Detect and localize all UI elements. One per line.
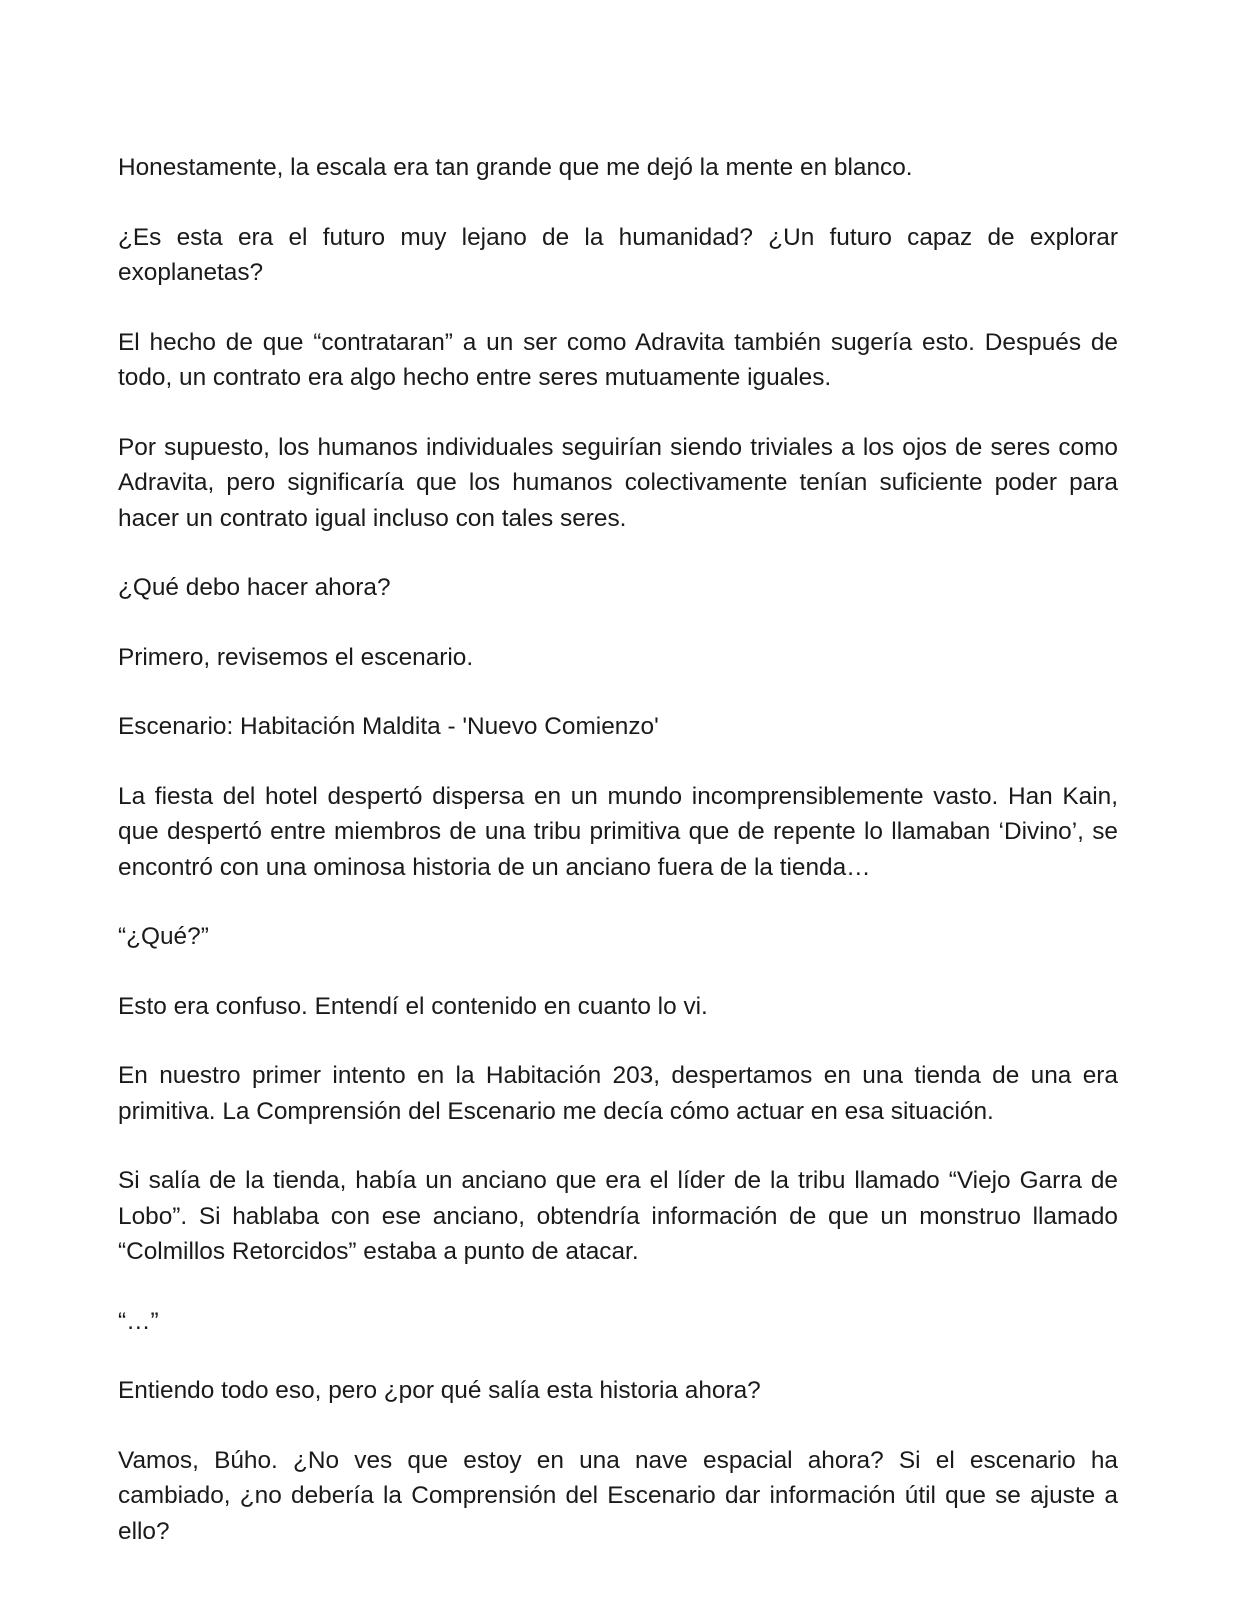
paragraph: Honestamente, la escala era tan grande que me dejó la mente en blanco. xyxy=(118,154,913,181)
paragraph: En nuestro primer intento en la Habitación 203, despertamos en una tienda de una era primitiva. La Comprensión del Escenario me decía cómo actuar en esa situación. xyxy=(118,1062,1118,1125)
document-page xyxy=(118,150,1118,1583)
paragraph: Vamos, Búho. ¿No ves que estoy en una nave espacial ahora? Si el escenario ha cambiado, ¿no debería la Comprensión del Escenario dar información útil que se ajuste a ello? xyxy=(118,1446,1118,1545)
paragraph: Escenario: Habitación Maldita - 'Nuevo Comienzo' xyxy=(118,713,659,740)
paragraph: ¿Qué debo hacer ahora? xyxy=(118,574,391,601)
paragraph: Por supuesto, los humanos individuales seguirían siendo triviales a los ojos de seres como Adravita, pero significaría que los humanos colectivamente tenían suficiente poder para hacer un contrato igual incluso con tales seres. xyxy=(118,433,1118,532)
paragraph: Entiendo todo eso, pero ¿por qué salía esta historia ahora? xyxy=(118,1377,761,1404)
paragraph: El hecho de que “contrataran” a un ser como Adravita también sugería esto. Después de todo, un contrato era algo hecho entre seres mutuamente iguales. xyxy=(118,328,1118,391)
paragraph: Primero, revisemos el escenario. xyxy=(118,643,474,671)
paragraph: Si salía de la tienda, había un anciano que era el líder de la tribu llamado “Viejo Garra de Lobo”. Si hablaba con ese anciano, obtendría información de que un monstruo llamado “Colmillos Retorcidos” estaba a punto de atacar. xyxy=(118,1167,1118,1265)
paragraph: “¿Qué?” xyxy=(118,923,209,950)
paragraph: “…” xyxy=(118,1307,159,1335)
paragraph: La fiesta del hotel despertó dispersa en un mundo incomprensiblemente vasto. Han Kain, que despertó entre miembros de una tribu primitiva que de repente lo llamaban ‘Divino’, se encontró con una ominosa historia de un anciano fuera de la tienda… xyxy=(118,782,1118,881)
paragraph: ¿Es esta era el futuro muy lejano de la humanidad? ¿Un futuro capaz de explorar exoplanetas? xyxy=(118,223,1118,286)
paragraph: Esto era confuso. Entendí el contenido en cuanto lo vi. xyxy=(118,992,708,1020)
